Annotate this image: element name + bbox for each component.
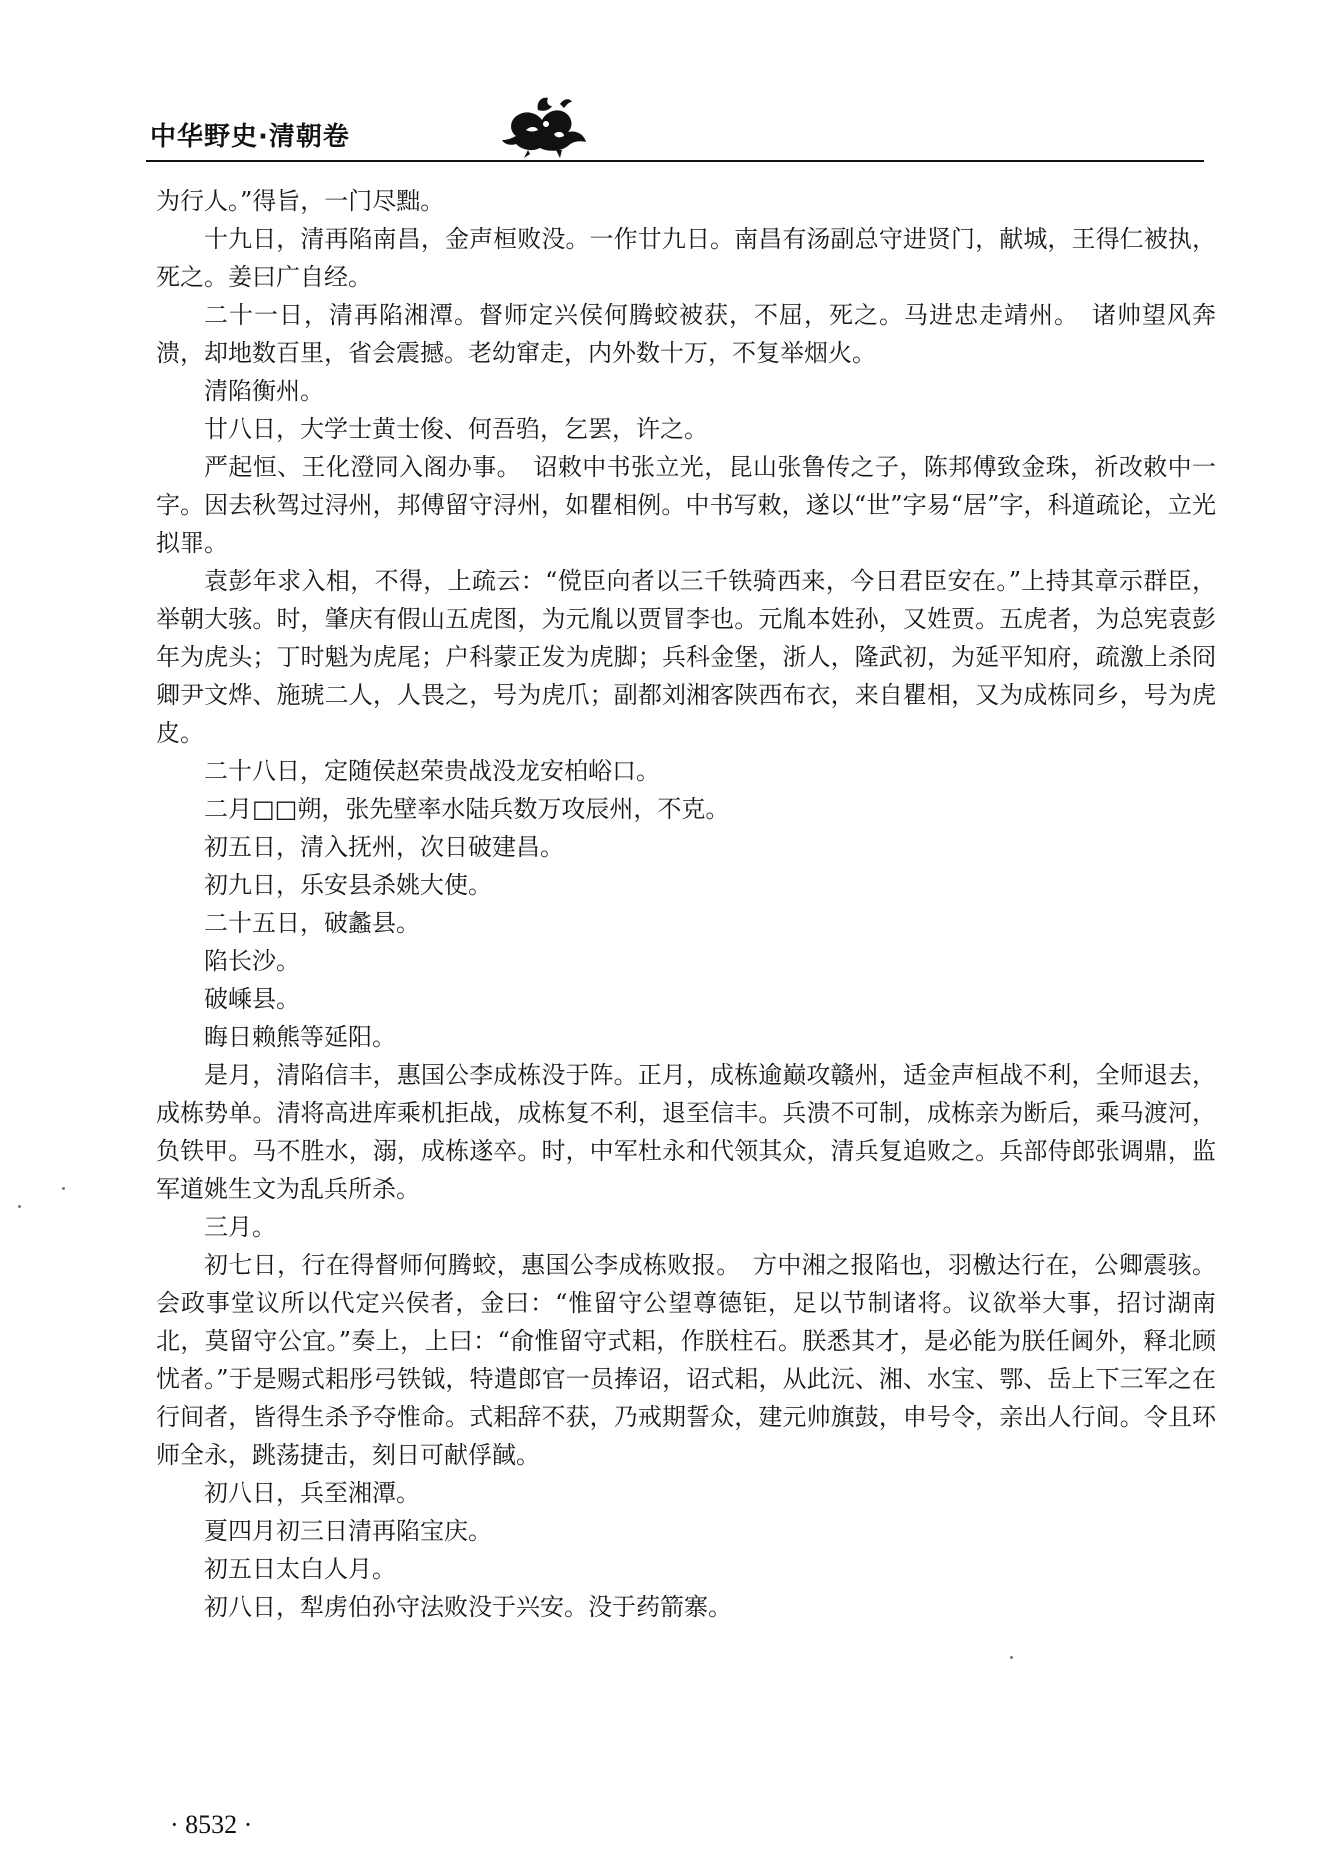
header-rule [146, 160, 1204, 162]
page-number: · 8532 · [170, 1810, 253, 1839]
paragraph: 初八日，兵至湘潭。 [204, 1479, 420, 1507]
paragraph: 初五日，清入抚州，次日破建昌。 [204, 833, 564, 861]
paragraph: 夏四月初三日清再陷宝庆。 [204, 1517, 492, 1545]
paragraph: 为行人。”得旨，一门尽黜。 [156, 187, 445, 215]
paragraph: 严起恒、王化澄同入阁办事。 诏敕中书张立光，昆山张鲁传之子，陈邦傅致金珠，祈改敕中一字。因去秋驾过浔州，邦傅留守浔州，如瞿相例。中书写敕，遂以“世”字易“居”字，科道疏论，立光拟罪。 [156, 453, 1216, 557]
paragraph: 廿八日，大学士黄士俊、何吾驺，乞罢，许之。 [204, 415, 708, 443]
scan-speck [1010, 1656, 1013, 1659]
body-text [156, 182, 1216, 1626]
paragraph: 二月□□朔，张先壁率水陆兵数万攻辰州，不克。 [204, 795, 730, 823]
paragraph: 十九日，清再陷南昌，金声桓败没。一作廿九日。南昌有汤副总守进贤门，献城，王得仁被执，死之。姜曰广自经。 [156, 225, 1216, 291]
scan-speck [62, 1187, 65, 1190]
paragraph: 初七日，行在得督师何腾蛟，惠国公李成栋败报。 方中湘之报陷也，羽檄达行在，公卿震骇。会政事堂议所以代定兴侯者，金曰：“惟留守公望尊德钜，足以节制诸将。议欲举大事，招讨湖南北，莫留守公宜。”奏上，上曰：“俞惟留守式耜，作朕柱石。朕悉其才，是必能为朕任阃外，释北顾忧者。”于是赐式耜彤弓铁钺，特遣郎官一员捧诏，诏式耜，从此沅、湘、水宝、鄂、岳上下三军之在行间者，皆得生杀予夺惟命。式耜辞不获，乃戒期誓众，建元帅旗鼓，申号令，亲出人行间。令且环师全永，跳荡捷击，刻日可献俘馘。 [156, 1251, 1216, 1469]
paragraph: 初八日，犁虏伯孙守法败没于兴安。没于药箭寨。 [204, 1593, 732, 1621]
paragraph: 晦日赖熊等延阳。 [204, 1023, 396, 1051]
paragraph: 初五日太白人月。 [204, 1555, 396, 1583]
book-title: 中华野史·清朝卷 [150, 122, 350, 152]
paragraph: 二十八日，定随侯赵荣贵战没龙安柏峪口。 [204, 757, 660, 785]
paragraph: 二十五日，破蠡县。 [204, 909, 420, 937]
paragraph: 清陷衡州。 [204, 377, 324, 405]
paragraph: 二十一日，清再陷湘潭。督师定兴侯何腾蛟被获，不屈，死之。马进忠走靖州。 诸帅望风奔溃，却地数百里，省会震撼。老幼窜走，内外数十万，不复举烟火。 [156, 301, 1216, 367]
paragraph: 是月，清陷信丰，惠国公李成栋没于阵。正月，成栋逾巅攻赣州，适金声桓战不利，全师退去，成栋势单。清将高进库乘机拒战，成栋复不利，退至信丰。兵溃不可制，成栋亲为断后，乘马渡河，负铁甲。马不胜水，溺，成栋遂卒。时，中军杜永和代领其众，清兵复追败之。兵部侍郎张调鼎，监军道姚生文为乱兵所杀。 [156, 1061, 1216, 1203]
paragraph: 破嵊县。 [204, 985, 300, 1013]
page-header [120, 88, 1205, 168]
paragraph: 陷长沙。 [204, 947, 300, 975]
scan-speck [18, 1205, 21, 1208]
paragraph: 袁彭年求入相，不得，上疏云：“傥臣向者以三千铁骑西来，今日君臣安在。”上持其章示群臣，举朝大骇。时，肇庆有假山五虎图，为元胤以贾冒李也。元胤本姓孙，又姓贾。五虎者，为总宪袁彭年为虎头；丁时魁为虎尾；户科蒙正发为虎脚；兵科金堡，浙人，隆武初，为延平知府，疏激上杀冏卿尹文烨、施琥二人，人畏之，号为虎爪；副都刘湘客陕西布衣，来自瞿相，又为成栋同乡，号为虎皮。 [156, 567, 1216, 747]
dragon-emblem-icon [498, 90, 590, 160]
paragraph: 初九日，乐安县杀姚大使。 [204, 871, 492, 899]
paragraph: 三月。 [204, 1213, 276, 1241]
